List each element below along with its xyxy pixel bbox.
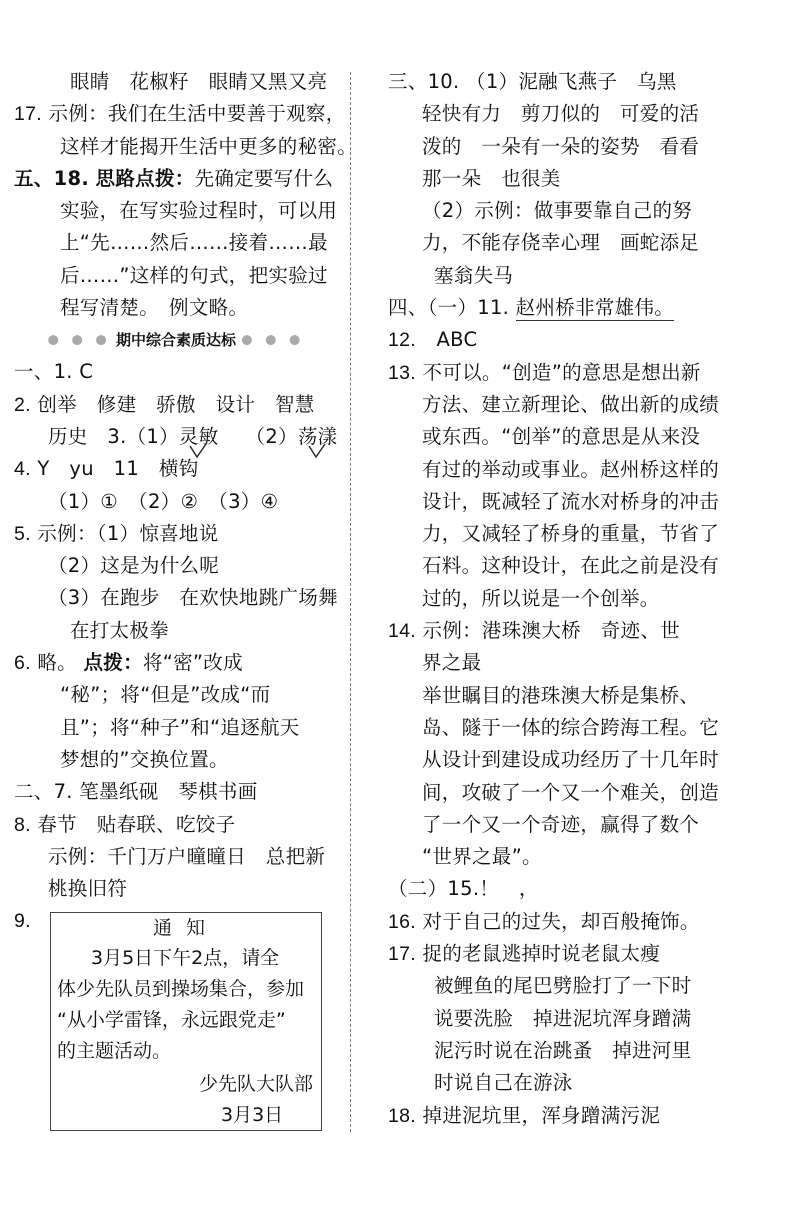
notice-line: “从小学雷锋，永远跟党走” (57, 1009, 286, 1031)
answer-line (388, 195, 788, 227)
question-number: 5. (14, 522, 31, 545)
answer-text: （1）① （2）② （3）④ (48, 489, 279, 513)
answer-line (14, 66, 338, 98)
checked-word (179, 421, 219, 453)
answer-text: 那一朵 也很美 (422, 166, 561, 190)
answer-text: “秘”；将“但是”改成“而 (60, 683, 271, 707)
answer-line (388, 98, 788, 130)
question-number: 13. (388, 361, 417, 384)
answer-line (388, 550, 788, 582)
question-number: 17. (14, 103, 43, 126)
notice-signature: 少先队大队部 (199, 1073, 314, 1095)
answer-text: 掉进泥坑里，浑身蹭满污泥 (422, 1103, 661, 1127)
question-17 (14, 98, 346, 130)
answer-text: 力，又减轻了桥身的重量，节省了 (422, 522, 720, 546)
answer-text: 示例：我们在生活中要善于观察， (48, 102, 346, 126)
answer-text: 示例：（1）惊喜地说 (37, 521, 219, 545)
answer-text: 方法、建立新理论、做出新的成绩 (422, 392, 720, 416)
answer-text: 界之最 (422, 651, 482, 675)
hint-label: 点拨： (83, 651, 143, 675)
notice-line: 3月5日下午2点，请全 (91, 947, 280, 969)
answer-text: 示例：港珠澳大桥 奇迹、世 (422, 619, 680, 643)
answer-text: “世界之最”。 (422, 845, 542, 869)
answer-line (388, 1003, 788, 1035)
question-number: 16. (388, 910, 417, 933)
decorative-dots: ● ● ● (241, 332, 305, 348)
question-7 (14, 776, 338, 808)
notice-title: 通知 (152, 917, 219, 939)
answer-text: （3）在跑步 在欢快地跳广场舞 (48, 586, 338, 610)
answer-line (388, 518, 788, 550)
question-number: 4. (14, 458, 31, 481)
question-number: 12. (388, 329, 417, 352)
answer-text: 举世瞩目的港珠澳大桥是集桥、 (422, 683, 700, 707)
checked-word (298, 421, 338, 453)
answer-text: 程写清楚。 例文略。 (60, 296, 249, 320)
question-number: 2. (14, 393, 31, 416)
left-column (14, 66, 358, 938)
answer-line (14, 679, 338, 711)
answer-line (14, 195, 338, 227)
answer-text: 且”；将“种子”和“追逐航天 (60, 715, 300, 739)
answer-line (14, 550, 338, 582)
answer-text: 灵敏 (178, 424, 219, 448)
answer-line (388, 421, 788, 453)
question-2 (14, 389, 338, 421)
answer-line (388, 970, 788, 1002)
answer-line (388, 486, 788, 518)
answer-text: 历史 3.（1） (48, 424, 179, 448)
answer-text: 石料。这种设计，在此之前是没有 (422, 554, 720, 578)
column-divider (350, 72, 351, 1132)
answer-text: 先确定要写什么 (194, 166, 334, 190)
answer-text: 梦想的”交换位置。 (60, 747, 229, 771)
question-12 (388, 324, 788, 356)
answer-text: 泥污时说在治跳蚤 掉进河里 (434, 1038, 692, 1062)
answer-line (388, 389, 788, 421)
answer-line (14, 292, 338, 324)
answer-text: 示例：千门万户曈曈日 总把新 (48, 844, 326, 868)
section-title-text: 期中综合素质达标 (115, 331, 236, 350)
question-number: 6. (14, 652, 31, 675)
answer-text: 从设计到建设成功经历了十几年时 (422, 748, 720, 772)
question-18 (14, 163, 338, 195)
answer-text: ABC (436, 328, 478, 352)
answer-text: 力，不能存侥幸心理 画蛇添足 (422, 231, 700, 255)
answer-text: 说要洗脸 掉进泥坑浑身蹭满 (434, 1006, 692, 1030)
notice-line: 的主题活动。 (57, 1040, 172, 1062)
question-number: 9. (14, 910, 31, 933)
answer-text: （2）示例：做事要靠自己的努 (422, 199, 693, 223)
question-8 (14, 809, 338, 841)
answer-line (388, 131, 788, 163)
question-number: 18. (388, 1104, 417, 1127)
notice-date: 3月3日 (221, 1104, 284, 1126)
hint-label: 思路点拨： (95, 166, 195, 190)
answer-line (14, 260, 338, 292)
answer-line (14, 873, 338, 905)
underlined-answer: 赵州桥非常雄伟。 (515, 296, 675, 320)
answer-line (388, 809, 788, 841)
answer-text: 将“密”改成 (142, 651, 243, 675)
answer-line (14, 227, 338, 259)
answer-text: Y yu 11 横钩 (37, 457, 199, 481)
question-number: 14. (388, 620, 417, 643)
answer-text: 间，攻破了一个又一个难关，创造 (422, 780, 720, 804)
answer-text: 创举 修建 骄傲 设计 智慧 (37, 392, 315, 416)
answer-text: 岛、隧于一体的综合跨海工程。它 (422, 715, 720, 739)
question-number: 四、（一）11. (388, 296, 510, 320)
section-title (14, 324, 338, 356)
answer-text: 捉的老鼠逃掉时说老鼠太瘦 (422, 942, 661, 966)
answer-line (14, 744, 338, 776)
answer-text: 实验，在写实验过程时，可以用 (60, 199, 338, 223)
answer-text: 后……”这样的句式，把实验过 (60, 263, 328, 287)
answer-text: 上“先……然后……接着……最 (60, 231, 328, 255)
answer-text: 设计，既减轻了流水对桥身的冲击 (422, 489, 720, 513)
answer-line (388, 227, 788, 259)
answer-text: 略。 (37, 651, 77, 675)
answer-text: （1）泥融飞燕子 乌黑 (466, 70, 677, 93)
answer-text: 轻快有力 剪刀似的 可爱的活 (422, 102, 700, 126)
answer-text: 桃换旧符 (48, 877, 128, 901)
question-11 (388, 292, 788, 324)
answer-text: 一、1. C (14, 360, 94, 384)
answer-line (388, 454, 788, 486)
decorative-dots: ● ● ● (47, 332, 111, 348)
question-13 (388, 357, 788, 389)
answer-text: （2）这是为什么呢 (48, 554, 220, 578)
answer-text: （2） (245, 424, 298, 448)
question-16 (388, 906, 788, 938)
answer-line (388, 583, 788, 615)
answer-text: 泼的 一朵有一朵的姿势 看看 (422, 134, 700, 158)
answer-text: 春节 贴春联、吃饺子 (37, 812, 236, 836)
answer-text: 或东西。“创举”的意思是从来没 (422, 425, 701, 449)
answer-text: 塞翁失马 (434, 263, 514, 287)
question-10 (388, 66, 788, 98)
answer-line (388, 1067, 788, 1099)
answer-text: 被鲤鱼的尾巴劈脸打了一下时 (434, 974, 692, 998)
answer-line (388, 744, 788, 776)
answer-text: 过的，所以说是一个创举。 (422, 586, 660, 610)
question-number: 三、10. (388, 70, 460, 93)
answer-text: 时说自己在游泳 (434, 1071, 573, 1095)
answer-line (388, 647, 788, 679)
answer-line (14, 421, 338, 453)
answer-text: 荡漾 (297, 424, 338, 448)
answer-text: 对于自己的过失，却百般掩饰。 (422, 909, 700, 933)
question-18 (388, 1100, 788, 1132)
answer-text: （二）15.！ ， (388, 877, 539, 901)
answer-text: 二、7. 笔墨纸砚 琴棋书画 (14, 780, 258, 804)
answer-text: 这样才能揭开生活中更多的秘密。 (60, 134, 358, 158)
answer-text: 有过的举动或事业。赵州桥这样的 (422, 457, 720, 481)
answer-line (388, 260, 788, 292)
notice-box (50, 912, 322, 1131)
notice-line: 体少先队员到操场集合，参加 (57, 978, 305, 1000)
question-number: 8. (14, 813, 31, 836)
question-14 (388, 615, 788, 647)
right-column (388, 66, 788, 1132)
answer-line (388, 841, 788, 873)
answer-text: 眼睛 花椒籽 眼睛又黑又亮 (70, 70, 328, 93)
answer-line (14, 615, 338, 647)
question-1 (14, 356, 338, 388)
answer-line (388, 680, 788, 712)
question-number: 五、18. (14, 166, 90, 190)
answer-line (14, 841, 338, 873)
answer-line (14, 582, 338, 614)
answer-line (388, 163, 788, 195)
question-15 (388, 873, 788, 905)
question-5 (14, 518, 338, 550)
answer-text: 在打太极拳 (70, 618, 170, 642)
question-4 (14, 453, 338, 485)
answer-text: 不可以。“创造”的意思是想出新 (422, 360, 701, 384)
question-number: 17. (388, 943, 417, 966)
answer-line (14, 131, 358, 163)
answer-line (14, 712, 338, 744)
answer-line (14, 486, 338, 518)
question-17 (388, 938, 788, 970)
answer-line (388, 1035, 788, 1067)
question-6 (14, 647, 338, 679)
answer-line (388, 712, 788, 744)
answer-text: 了一个又一个奇迹，赢得了数个 (422, 812, 700, 836)
answer-line (388, 777, 788, 809)
